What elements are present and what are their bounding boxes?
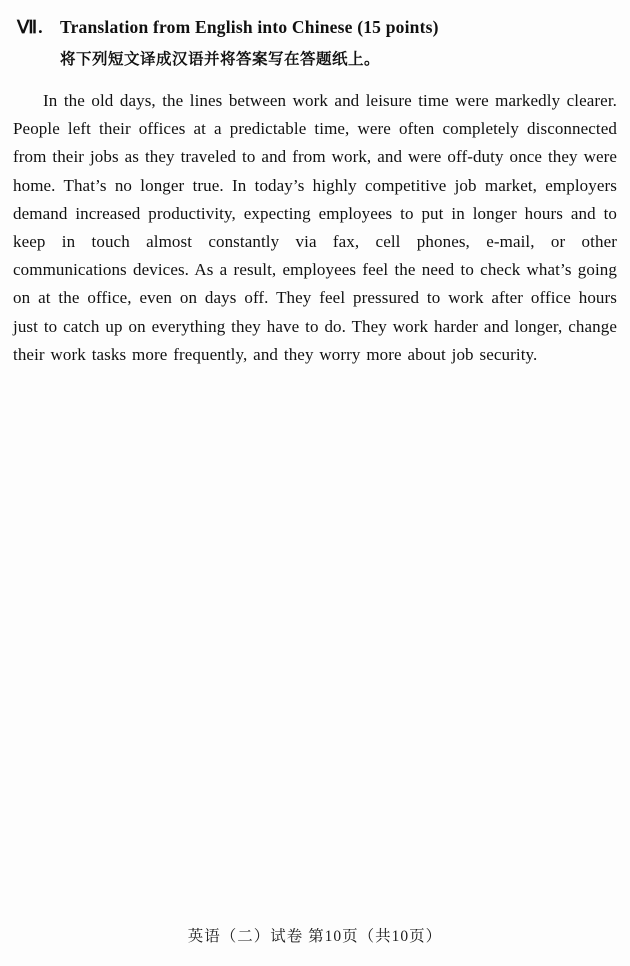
passage-text: In the old days, the lines between work and leisure time were markedly clearer. People left their offices at a predictable time, were often completely disconnected from their jobs as they traveled to and from work, and were off-duty once they were home. That’s no longer true. In today’s highly competitive job market, employers demand increased productivity, expecting employees to put in longer hours and to keep in touch almost constantly via fax, cell phones, e-mail, or other communications devices. As a result, employees feel the need to check what’s going on at the office, even on days off. They feel pressured to work after office hours just to catch up on everything they have to do. They work harder and longer, change their work tasks more frequently, and they worry more about job security. (13, 91, 617, 364)
page-footer: 英语（二）试卷 第10页（共10页） (187, 928, 443, 945)
section-heading-text (60, 15, 616, 70)
section-title: Translation from English into Chinese (15 points) (60, 17, 439, 37)
instruction-chinese: 将下列短文译成汉语并将答案写在答题纸上。 (60, 50, 381, 68)
section-heading (0, 0, 630, 70)
section-number: Ⅶ. (17, 17, 44, 37)
